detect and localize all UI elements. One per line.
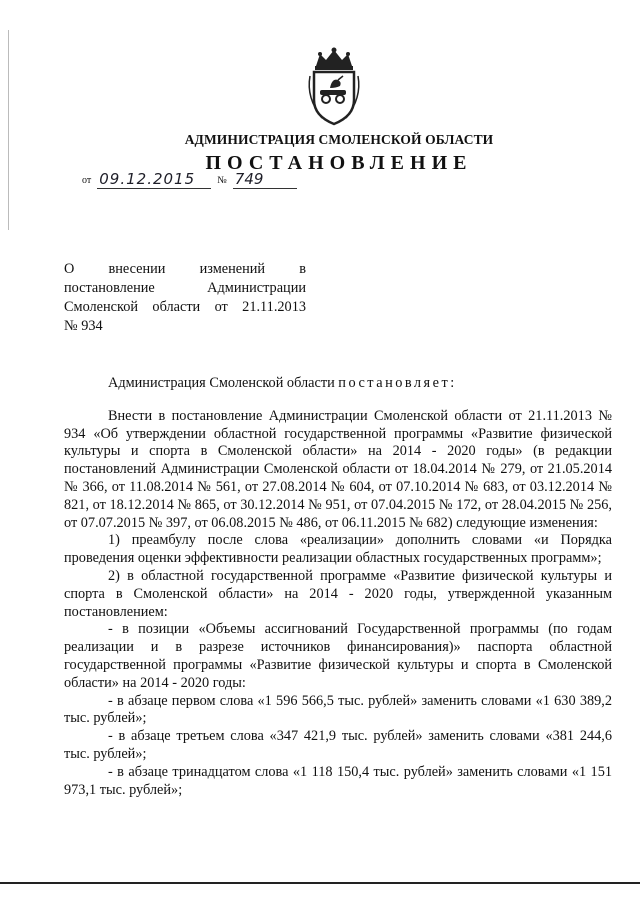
- preamble-lead: Администрация Смоленской области: [108, 375, 339, 391]
- document-type-title: ПОСТАНОВЛЕНИЕ: [205, 152, 473, 174]
- organization-name: АДМИНИСТРАЦИЯ СМОЛЕНСКОЙ ОБЛАСТИ: [184, 132, 494, 147]
- body-paragraph: 2) в областной государственной программе «Развитие физической культуры и спорта в Смоленской области» на 2014 - 2020 годы, утвержденной указанным постановлением:: [64, 567, 612, 620]
- document-subject: [64, 260, 306, 336]
- preamble-verb: постановляет:: [338, 375, 457, 391]
- page-edge-line: [8, 30, 9, 230]
- page-bottom-line: [0, 882, 640, 884]
- document-body: [64, 375, 612, 799]
- body-paragraph: - в позиции «Объемы ассигнований Государственной программы (по годам реализации и в разрезе источников финансирования)» паспорта областной государственной программы «Развитие физической культуры и спорта в Смоленской области» на 2014 - 2020 годы:: [64, 621, 612, 691]
- date-number-line: [78, 170, 297, 189]
- body-paragraph: - в абзаце третьем слова «347 421,9 тыс. рублей» заменить словами «381 244,6 тыс. рублей»;: [64, 728, 612, 762]
- subject-line: № 934: [64, 318, 103, 334]
- preamble: [64, 375, 612, 393]
- date-prefix: от: [82, 175, 92, 186]
- subject-line: Смоленской области от 21.11.2013: [64, 299, 306, 315]
- body-paragraph: 1) преамбулу после слова «реализации» дополнить словами «и Порядка проведения оценки эффективности реализации областных государственных программ»;: [64, 532, 612, 567]
- body-paragraph: - в абзаце тринадцатом слова «1 118 150,4 тыс. рублей» заменить словами «1 151 973,1 тыс. рублей»;: [64, 763, 612, 798]
- body-paragraph: Внести в постановление Администрации Смоленской области от 21.11.2013 № 934 «Об утверждении областной государственной программы «Развитие физической культуры и спорта в Смоленской области» на 2014 - 2020 годы» (в редакции постановлений Администрации Смоленской области от 18.04.2014 № 279, от 21.05.2014 № 366, от 11.08.2014 № 561, от 27.08.2014 № 604, от 07.10.2014 № 683, от 03.12.2014 № 821, от 18.12.2014 № 865, от 30.12.2014 № 951, от 07.04.2015 № 172, от 28.04.2015 № 256, от 07.07.2015 № 397, от 06.08.2015 № 486, от 06.11.2015 № 682) следующие изменения:: [64, 407, 612, 531]
- handwritten-number: 749: [233, 170, 297, 189]
- handwritten-date: 09.12.2015: [97, 170, 211, 189]
- number-prefix: №: [217, 175, 227, 186]
- subject-line: постановление Администрации: [64, 280, 306, 296]
- coat-of-arms-emblem: [302, 46, 366, 126]
- subject-line: О внесении изменений в: [64, 261, 306, 277]
- body-paragraph: - в абзаце первом слова «1 596 566,5 тыс. рублей» заменить словами «1 630 389,2 тыс. рублей»;: [64, 692, 612, 727]
